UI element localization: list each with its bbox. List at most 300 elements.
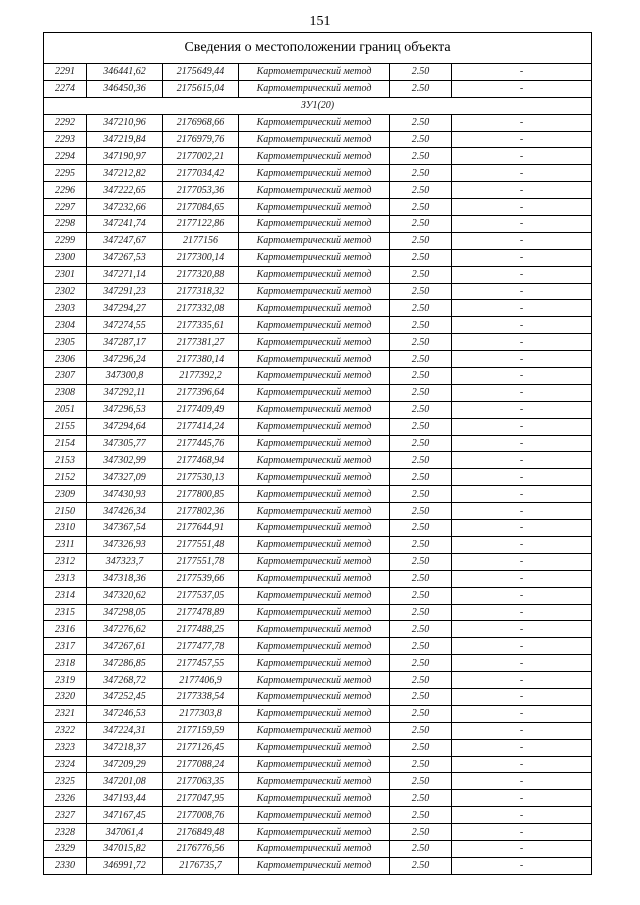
- table-row: [44, 705, 592, 722]
- y-coordinate-cell: 2177008,76: [163, 807, 239, 824]
- description-cell: -: [452, 672, 592, 689]
- y-coordinate-cell: 2177457,55: [163, 655, 239, 672]
- description-cell: -: [452, 705, 592, 722]
- table-row: [44, 790, 592, 807]
- x-coordinate-cell: 347300,8: [87, 368, 163, 385]
- description-cell: -: [452, 165, 592, 182]
- description-cell: -: [452, 401, 592, 418]
- accuracy-cell: 2.50: [390, 604, 452, 621]
- y-coordinate-cell: 2177381,27: [163, 334, 239, 351]
- table-row: [44, 756, 592, 773]
- accuracy-cell: 2.50: [390, 266, 452, 283]
- y-coordinate-cell: 2177477,78: [163, 638, 239, 655]
- method-cell: Картометрический метод: [239, 536, 390, 553]
- table-row: [44, 503, 592, 520]
- accuracy-cell: 2.50: [390, 672, 452, 689]
- accuracy-cell: 2.50: [390, 401, 452, 418]
- x-coordinate-cell: 347367,54: [87, 520, 163, 537]
- section-row: [44, 97, 592, 114]
- table-row: [44, 604, 592, 621]
- x-coordinate-cell: 346991,72: [87, 857, 163, 874]
- accuracy-cell: 2.50: [390, 300, 452, 317]
- method-cell: Картометрический метод: [239, 824, 390, 841]
- table-row: [44, 688, 592, 705]
- y-coordinate-cell: 2177318,32: [163, 283, 239, 300]
- description-cell: -: [452, 131, 592, 148]
- description-cell: -: [452, 688, 592, 705]
- y-coordinate-cell: 2175649,44: [163, 64, 239, 81]
- accuracy-cell: 2.50: [390, 705, 452, 722]
- point-number-cell: 2152: [44, 469, 87, 486]
- table-title-row: [44, 33, 592, 64]
- method-cell: Картометрический метод: [239, 80, 390, 97]
- point-number-cell: 2315: [44, 604, 87, 621]
- description-cell: -: [452, 368, 592, 385]
- table-row: [44, 722, 592, 739]
- method-cell: Картометрический метод: [239, 401, 390, 418]
- description-cell: -: [452, 520, 592, 537]
- y-coordinate-cell: 2175615,04: [163, 80, 239, 97]
- method-cell: Картометрический метод: [239, 672, 390, 689]
- x-coordinate-cell: 347209,29: [87, 756, 163, 773]
- y-coordinate-cell: 2177002,21: [163, 148, 239, 165]
- accuracy-cell: 2.50: [390, 64, 452, 81]
- table-row: [44, 283, 592, 300]
- method-cell: Картометрический метод: [239, 182, 390, 199]
- point-number-cell: 2310: [44, 520, 87, 537]
- table-row: [44, 368, 592, 385]
- description-cell: -: [452, 216, 592, 233]
- method-cell: Картометрический метод: [239, 570, 390, 587]
- method-cell: Картометрический метод: [239, 368, 390, 385]
- table-row: [44, 587, 592, 604]
- description-cell: -: [452, 638, 592, 655]
- point-number-cell: 2296: [44, 182, 87, 199]
- method-cell: Картометрический метод: [239, 857, 390, 874]
- x-coordinate-cell: 347326,93: [87, 536, 163, 553]
- x-coordinate-cell: 346441,62: [87, 64, 163, 81]
- method-cell: Картометрический метод: [239, 384, 390, 401]
- x-coordinate-cell: 347201,08: [87, 773, 163, 790]
- point-number-cell: 2306: [44, 351, 87, 368]
- y-coordinate-cell: 2177122,86: [163, 216, 239, 233]
- y-coordinate-cell: 2177088,24: [163, 756, 239, 773]
- accuracy-cell: 2.50: [390, 655, 452, 672]
- y-coordinate-cell: 2177406,9: [163, 672, 239, 689]
- x-coordinate-cell: 347167,45: [87, 807, 163, 824]
- y-coordinate-cell: 2177053,36: [163, 182, 239, 199]
- method-cell: Картометрический метод: [239, 604, 390, 621]
- description-cell: -: [452, 756, 592, 773]
- x-coordinate-cell: 347218,37: [87, 739, 163, 756]
- accuracy-cell: 2.50: [390, 317, 452, 334]
- method-cell: Картометрический метод: [239, 300, 390, 317]
- point-number-cell: 2326: [44, 790, 87, 807]
- point-number-cell: 2294: [44, 148, 87, 165]
- description-cell: -: [452, 114, 592, 131]
- table-row: [44, 435, 592, 452]
- x-coordinate-cell: 347268,72: [87, 672, 163, 689]
- description-cell: -: [452, 452, 592, 469]
- description-cell: -: [452, 570, 592, 587]
- table-row: [44, 655, 592, 672]
- accuracy-cell: 2.50: [390, 199, 452, 216]
- y-coordinate-cell: 2177320,88: [163, 266, 239, 283]
- accuracy-cell: 2.50: [390, 368, 452, 385]
- x-coordinate-cell: 347252,45: [87, 688, 163, 705]
- y-coordinate-cell: 2177034,42: [163, 165, 239, 182]
- description-cell: -: [452, 739, 592, 756]
- y-coordinate-cell: 2177539,66: [163, 570, 239, 587]
- accuracy-cell: 2.50: [390, 722, 452, 739]
- point-number-cell: 2323: [44, 739, 87, 756]
- description-cell: -: [452, 536, 592, 553]
- description-cell: -: [452, 840, 592, 857]
- table-title: Сведения о местоположении границ объекта: [44, 33, 592, 64]
- y-coordinate-cell: 2177126,45: [163, 739, 239, 756]
- method-cell: Картометрический метод: [239, 452, 390, 469]
- accuracy-cell: 2.50: [390, 418, 452, 435]
- y-coordinate-cell: 2177802,36: [163, 503, 239, 520]
- point-number-cell: 2155: [44, 418, 87, 435]
- method-cell: Картометрический метод: [239, 334, 390, 351]
- description-cell: -: [452, 199, 592, 216]
- table-row: [44, 64, 592, 81]
- x-coordinate-cell: 347219,84: [87, 131, 163, 148]
- description-cell: -: [452, 148, 592, 165]
- description-cell: -: [452, 300, 592, 317]
- x-coordinate-cell: 347430,93: [87, 486, 163, 503]
- point-number-cell: 2295: [44, 165, 87, 182]
- description-cell: -: [452, 182, 592, 199]
- point-number-cell: 2318: [44, 655, 87, 672]
- y-coordinate-cell: 2176849,48: [163, 824, 239, 841]
- x-coordinate-cell: 347426,34: [87, 503, 163, 520]
- method-cell: Картометрический метод: [239, 131, 390, 148]
- point-number-cell: 2300: [44, 249, 87, 266]
- y-coordinate-cell: 2177338,54: [163, 688, 239, 705]
- y-coordinate-cell: 2177537,05: [163, 587, 239, 604]
- y-coordinate-cell: 2177530,13: [163, 469, 239, 486]
- accuracy-cell: 2.50: [390, 807, 452, 824]
- description-cell: -: [452, 384, 592, 401]
- description-cell: -: [452, 486, 592, 503]
- accuracy-cell: 2.50: [390, 553, 452, 570]
- accuracy-cell: 2.50: [390, 824, 452, 841]
- x-coordinate-cell: 347212,82: [87, 165, 163, 182]
- accuracy-cell: 2.50: [390, 165, 452, 182]
- table-row: [44, 486, 592, 503]
- x-coordinate-cell: 347222,65: [87, 182, 163, 199]
- table-row: [44, 266, 592, 283]
- y-coordinate-cell: 2177414,24: [163, 418, 239, 435]
- accuracy-cell: 2.50: [390, 469, 452, 486]
- table-row: [44, 418, 592, 435]
- y-coordinate-cell: 2177392,2: [163, 368, 239, 385]
- method-cell: Картометрический метод: [239, 351, 390, 368]
- description-cell: -: [452, 435, 592, 452]
- point-number-cell: 2325: [44, 773, 87, 790]
- accuracy-cell: 2.50: [390, 486, 452, 503]
- y-coordinate-cell: 2176776,56: [163, 840, 239, 857]
- description-cell: -: [452, 587, 592, 604]
- method-cell: Картометрический метод: [239, 232, 390, 249]
- description-cell: -: [452, 621, 592, 638]
- accuracy-cell: 2.50: [390, 773, 452, 790]
- table-row: [44, 114, 592, 131]
- table-row: [44, 317, 592, 334]
- y-coordinate-cell: 2177084,65: [163, 199, 239, 216]
- table-row: [44, 249, 592, 266]
- x-coordinate-cell: 347320,62: [87, 587, 163, 604]
- point-number-cell: 2293: [44, 131, 87, 148]
- y-coordinate-cell: 2177644,91: [163, 520, 239, 537]
- accuracy-cell: 2.50: [390, 232, 452, 249]
- y-coordinate-cell: 2177159,59: [163, 722, 239, 739]
- method-cell: Картометрический метод: [239, 469, 390, 486]
- y-coordinate-cell: 2177380,14: [163, 351, 239, 368]
- table-row: [44, 773, 592, 790]
- table-row: [44, 148, 592, 165]
- x-coordinate-cell: 347193,44: [87, 790, 163, 807]
- accuracy-cell: 2.50: [390, 131, 452, 148]
- boundary-coordinates-table: [43, 32, 592, 875]
- table-row: [44, 824, 592, 841]
- table-row: [44, 570, 592, 587]
- description-cell: -: [452, 469, 592, 486]
- description-cell: -: [452, 553, 592, 570]
- point-number-cell: 2304: [44, 317, 87, 334]
- accuracy-cell: 2.50: [390, 840, 452, 857]
- method-cell: Картометрический метод: [239, 705, 390, 722]
- table-row: [44, 300, 592, 317]
- table-row: [44, 520, 592, 537]
- method-cell: Картометрический метод: [239, 655, 390, 672]
- table-row: [44, 199, 592, 216]
- point-number-cell: 2311: [44, 536, 87, 553]
- method-cell: Картометрический метод: [239, 587, 390, 604]
- description-cell: -: [452, 80, 592, 97]
- description-cell: -: [452, 790, 592, 807]
- table-row: [44, 351, 592, 368]
- description-cell: -: [452, 418, 592, 435]
- y-coordinate-cell: 2177335,61: [163, 317, 239, 334]
- y-coordinate-cell: 2177332,08: [163, 300, 239, 317]
- x-coordinate-cell: 347271,14: [87, 266, 163, 283]
- x-coordinate-cell: 347287,17: [87, 334, 163, 351]
- point-number-cell: 2274: [44, 80, 87, 97]
- page-number: 151: [309, 14, 331, 29]
- table-row: [44, 469, 592, 486]
- point-number-cell: 2301: [44, 266, 87, 283]
- table-row: [44, 165, 592, 182]
- description-cell: -: [452, 655, 592, 672]
- table-row: [44, 807, 592, 824]
- description-cell: -: [452, 249, 592, 266]
- point-number-cell: 2309: [44, 486, 87, 503]
- point-number-cell: 2324: [44, 756, 87, 773]
- point-number-cell: 2298: [44, 216, 87, 233]
- x-coordinate-cell: 347210,96: [87, 114, 163, 131]
- table-row: [44, 80, 592, 97]
- x-coordinate-cell: 347298,05: [87, 604, 163, 621]
- accuracy-cell: 2.50: [390, 621, 452, 638]
- description-cell: -: [452, 64, 592, 81]
- table-row: [44, 216, 592, 233]
- x-coordinate-cell: 347232,66: [87, 199, 163, 216]
- method-cell: Картометрический метод: [239, 790, 390, 807]
- x-coordinate-cell: 347305,77: [87, 435, 163, 452]
- table-row: [44, 553, 592, 570]
- x-coordinate-cell: 347294,64: [87, 418, 163, 435]
- description-cell: -: [452, 283, 592, 300]
- y-coordinate-cell: 2177800,85: [163, 486, 239, 503]
- point-number-cell: 2153: [44, 452, 87, 469]
- point-number-cell: 2319: [44, 672, 87, 689]
- point-number-cell: 2316: [44, 621, 87, 638]
- method-cell: Картометрический метод: [239, 722, 390, 739]
- point-number-cell: 2154: [44, 435, 87, 452]
- point-number-cell: 2327: [44, 807, 87, 824]
- x-coordinate-cell: 347318,36: [87, 570, 163, 587]
- accuracy-cell: 2.50: [390, 249, 452, 266]
- x-coordinate-cell: 347286,85: [87, 655, 163, 672]
- y-coordinate-cell: 2176735,7: [163, 857, 239, 874]
- y-coordinate-cell: 2177396,64: [163, 384, 239, 401]
- point-number-cell: 2299: [44, 232, 87, 249]
- y-coordinate-cell: 2177488,25: [163, 621, 239, 638]
- method-cell: Картометрический метод: [239, 638, 390, 655]
- method-cell: Картометрический метод: [239, 266, 390, 283]
- table-row: [44, 621, 592, 638]
- accuracy-cell: 2.50: [390, 570, 452, 587]
- x-coordinate-cell: 347292,11: [87, 384, 163, 401]
- description-cell: -: [452, 807, 592, 824]
- method-cell: Картометрический метод: [239, 283, 390, 300]
- x-coordinate-cell: 347302,99: [87, 452, 163, 469]
- x-coordinate-cell: 347267,53: [87, 249, 163, 266]
- y-coordinate-cell: 2177551,48: [163, 536, 239, 553]
- method-cell: Картометрический метод: [239, 503, 390, 520]
- x-coordinate-cell: 347267,61: [87, 638, 163, 655]
- y-coordinate-cell: 2177445,76: [163, 435, 239, 452]
- accuracy-cell: 2.50: [390, 790, 452, 807]
- x-coordinate-cell: 347296,24: [87, 351, 163, 368]
- x-coordinate-cell: 347015,82: [87, 840, 163, 857]
- y-coordinate-cell: 2177156: [163, 232, 239, 249]
- point-number-cell: 2150: [44, 503, 87, 520]
- point-number-cell: 2291: [44, 64, 87, 81]
- point-number-cell: 2313: [44, 570, 87, 587]
- y-coordinate-cell: 2177551,78: [163, 553, 239, 570]
- accuracy-cell: 2.50: [390, 503, 452, 520]
- point-number-cell: 2302: [44, 283, 87, 300]
- method-cell: Картометрический метод: [239, 520, 390, 537]
- y-coordinate-cell: 2176968,66: [163, 114, 239, 131]
- accuracy-cell: 2.50: [390, 756, 452, 773]
- table-row: [44, 857, 592, 874]
- x-coordinate-cell: 347274,55: [87, 317, 163, 334]
- method-cell: Картометрический метод: [239, 739, 390, 756]
- table-row: [44, 232, 592, 249]
- description-cell: -: [452, 351, 592, 368]
- table-row: [44, 131, 592, 148]
- description-cell: -: [452, 824, 592, 841]
- description-cell: -: [452, 722, 592, 739]
- x-coordinate-cell: 347241,74: [87, 216, 163, 233]
- section-label: ЗУ1(20): [44, 97, 592, 114]
- method-cell: Картометрический метод: [239, 165, 390, 182]
- x-coordinate-cell: 347327,09: [87, 469, 163, 486]
- x-coordinate-cell: 347190,97: [87, 148, 163, 165]
- accuracy-cell: 2.50: [390, 216, 452, 233]
- x-coordinate-cell: 347246,53: [87, 705, 163, 722]
- point-number-cell: 2307: [44, 368, 87, 385]
- accuracy-cell: 2.50: [390, 148, 452, 165]
- accuracy-cell: 2.50: [390, 536, 452, 553]
- table-row: [44, 536, 592, 553]
- x-coordinate-cell: 347296,53: [87, 401, 163, 418]
- accuracy-cell: 2.50: [390, 520, 452, 537]
- point-number-cell: 2330: [44, 857, 87, 874]
- description-cell: -: [452, 773, 592, 790]
- y-coordinate-cell: 2177468,94: [163, 452, 239, 469]
- accuracy-cell: 2.50: [390, 182, 452, 199]
- y-coordinate-cell: 2177478,89: [163, 604, 239, 621]
- method-cell: Картометрический метод: [239, 148, 390, 165]
- table-row: [44, 401, 592, 418]
- method-cell: Картометрический метод: [239, 773, 390, 790]
- method-cell: Картометрический метод: [239, 840, 390, 857]
- point-number-cell: 2317: [44, 638, 87, 655]
- table-row: [44, 739, 592, 756]
- point-number-cell: 2051: [44, 401, 87, 418]
- table-row: [44, 638, 592, 655]
- point-number-cell: 2297: [44, 199, 87, 216]
- accuracy-cell: 2.50: [390, 638, 452, 655]
- description-cell: -: [452, 317, 592, 334]
- method-cell: Картометрический метод: [239, 486, 390, 503]
- method-cell: Картометрический метод: [239, 64, 390, 81]
- x-coordinate-cell: 347276,62: [87, 621, 163, 638]
- y-coordinate-cell: 2177047,95: [163, 790, 239, 807]
- table-row: [44, 334, 592, 351]
- method-cell: Картометрический метод: [239, 756, 390, 773]
- method-cell: Картометрический метод: [239, 621, 390, 638]
- method-cell: Картометрический метод: [239, 199, 390, 216]
- method-cell: Картометрический метод: [239, 317, 390, 334]
- point-number-cell: 2312: [44, 553, 87, 570]
- point-number-cell: 2308: [44, 384, 87, 401]
- method-cell: Картометрический метод: [239, 435, 390, 452]
- y-coordinate-cell: 2177409,49: [163, 401, 239, 418]
- x-coordinate-cell: 347224,31: [87, 722, 163, 739]
- y-coordinate-cell: 2177303,8: [163, 705, 239, 722]
- x-coordinate-cell: 347323,7: [87, 553, 163, 570]
- accuracy-cell: 2.50: [390, 283, 452, 300]
- method-cell: Картометрический метод: [239, 216, 390, 233]
- table-row: [44, 840, 592, 857]
- method-cell: Картометрический метод: [239, 553, 390, 570]
- point-number-cell: 2305: [44, 334, 87, 351]
- y-coordinate-cell: 2177300,14: [163, 249, 239, 266]
- description-cell: -: [452, 604, 592, 621]
- x-coordinate-cell: 346450,36: [87, 80, 163, 97]
- point-number-cell: 2328: [44, 824, 87, 841]
- method-cell: Картометрический метод: [239, 114, 390, 131]
- point-number-cell: 2303: [44, 300, 87, 317]
- accuracy-cell: 2.50: [390, 351, 452, 368]
